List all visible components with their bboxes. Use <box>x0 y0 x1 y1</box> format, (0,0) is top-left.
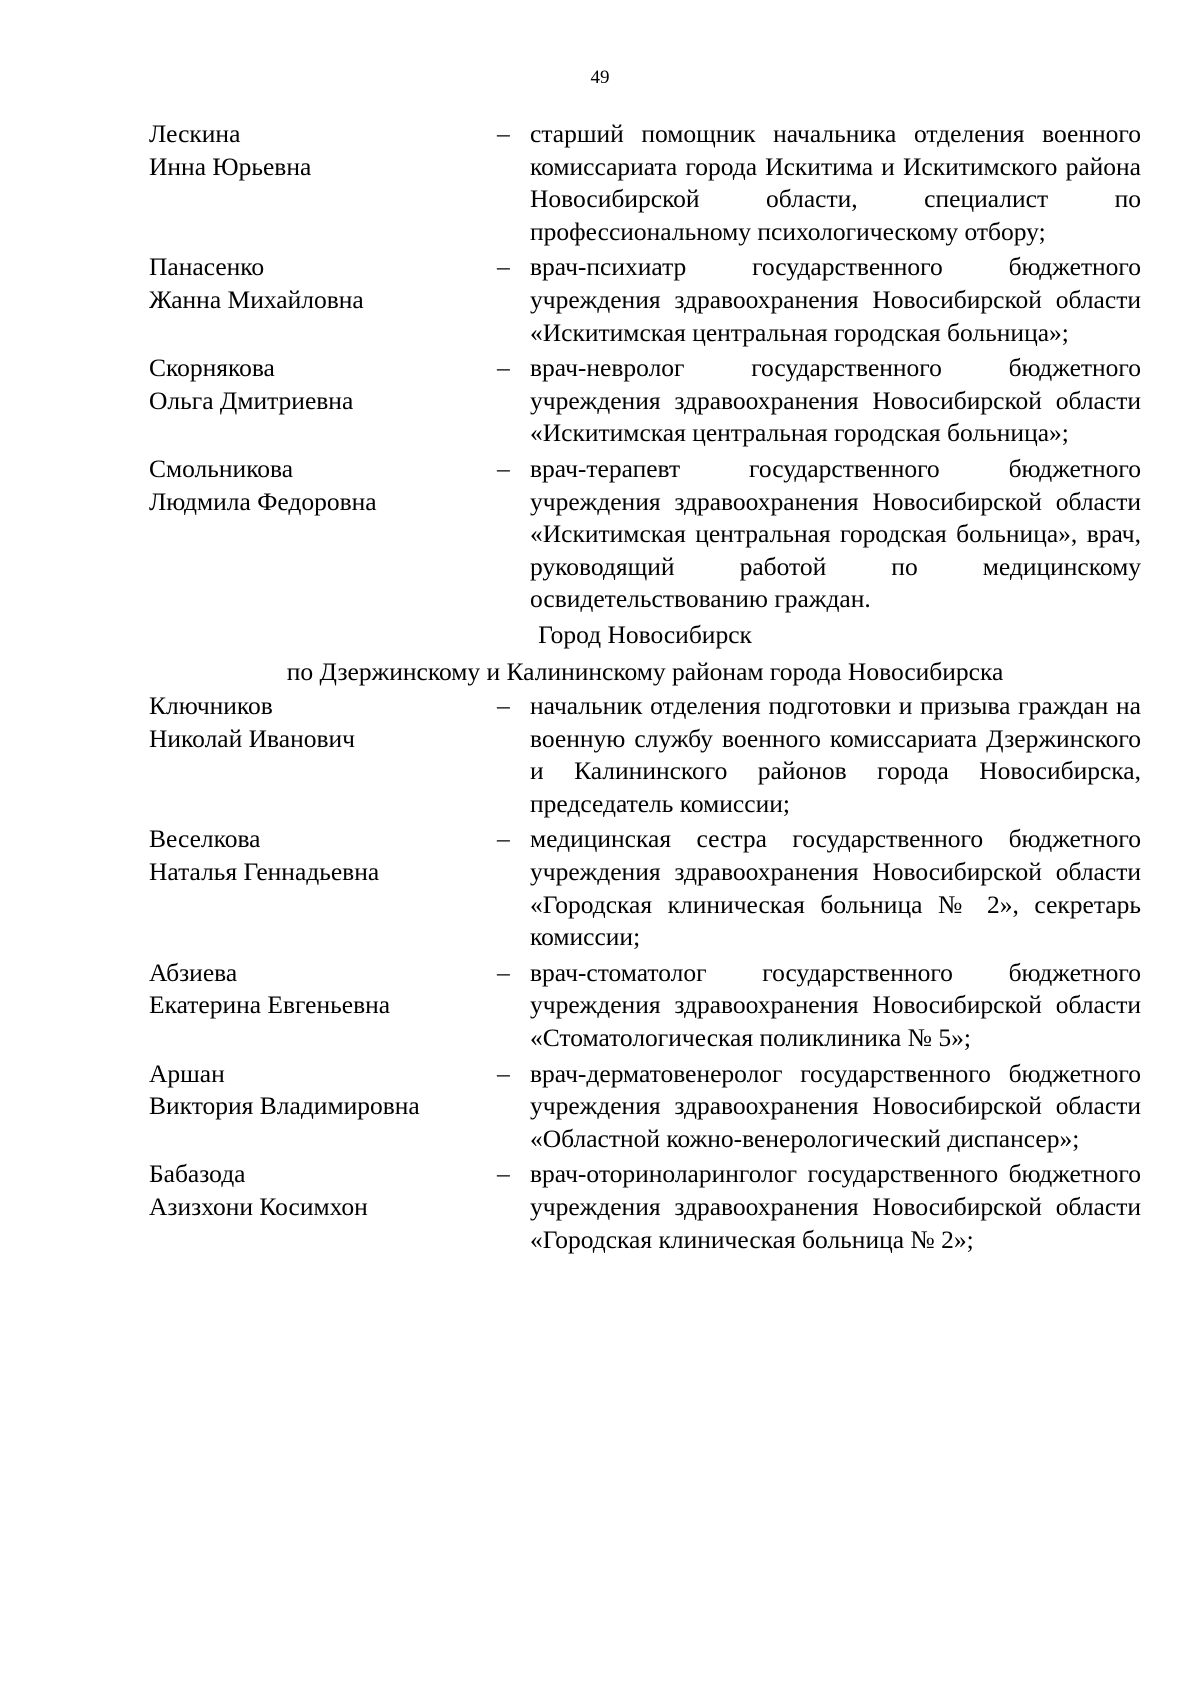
member-surname: Аршан <box>149 1058 225 1088</box>
member-name <box>149 251 497 349</box>
member-name <box>149 690 497 820</box>
commission-member-entry <box>149 690 1141 820</box>
member-name <box>149 1158 497 1256</box>
commission-member-entry <box>149 1058 1141 1156</box>
member-given-names: Инна Юрьевна <box>149 151 312 181</box>
member-position: начальник отделения подготовки и призыва граждан на военную службу военного комиссариата Дзержинского и Калининского районов города Новосибирска, председатель комиссии; <box>530 691 1141 818</box>
dash-separator: – <box>497 957 510 987</box>
member-surname: Веселкова <box>149 824 261 854</box>
member-position: врач-дерматовенеролог государственного бюджетного учреждения здравоохранения Новосибирской области «Областной кожно-венерологический диспансер»; <box>530 1058 1141 1153</box>
member-given-names: Жанна Михайловна <box>149 284 364 314</box>
member-position: медицинская сестра государственного бюджетного учреждения здравоохранения Новосибирской области «Городская клиническая больница № 2», секретарь комиссии; <box>530 824 1141 952</box>
commission-member-entry <box>149 453 1141 616</box>
member-given-names: Наталья Геннадьевна <box>149 857 380 887</box>
member-position: врач-психиатр государственного бюджетного учреждения здравоохранения Новосибирской области «Искитимская центральная городская больница»; <box>530 252 1141 347</box>
page-number: 49 <box>590 67 610 88</box>
member-surname: Панасенко <box>149 252 265 282</box>
member-surname: Смольникова <box>149 453 294 483</box>
member-name <box>149 823 497 953</box>
commission-member-entry <box>149 118 1141 248</box>
member-given-names: Азизхони Косимхон <box>149 1192 368 1221</box>
commission-member-entry <box>149 957 1141 1055</box>
member-position: врач-невролог государственного бюджетного учреждения здравоохранения Новосибирской области «Искитимская центральная городская больница»; <box>530 353 1141 448</box>
commission-member-entry <box>149 251 1141 349</box>
member-name <box>149 352 497 450</box>
member-surname: Абзиева <box>149 957 238 987</box>
member-given-names: Ольга Дмитриевна <box>149 385 354 415</box>
member-given-names: Людмила Федоровна <box>149 486 377 516</box>
member-given-names: Екатерина Евгеньевна <box>149 990 391 1020</box>
dash-separator: – <box>497 453 510 483</box>
commission-member-entry <box>149 1158 1141 1256</box>
member-surname: Скорнякова <box>149 353 275 383</box>
member-given-names: Николай Иванович <box>149 723 355 753</box>
dash-separator: – <box>497 1159 510 1189</box>
dash-separator: – <box>497 1058 510 1088</box>
member-name <box>149 957 497 1055</box>
dash-separator: – <box>497 119 510 148</box>
commission-member-entry <box>149 823 1141 953</box>
section-heading: Город Новосибирск <box>538 619 752 649</box>
commission-member-entry <box>149 352 1141 450</box>
dash-separator: – <box>497 824 510 854</box>
member-surname: Бабазода <box>149 1159 246 1189</box>
member-position: врач-оториноларинголог государственного бюджетного учреждения здравоохранения Новосибирской области «Городская клиническая больница № 2»; <box>530 1159 1141 1254</box>
member-name <box>149 453 497 616</box>
member-position: старший помощник начальника отделения военного комиссариата города Искитима и Искитимского района Новосибирской области, специалист по профессиональному психологическому отбору; <box>530 119 1141 246</box>
member-name <box>149 1058 497 1156</box>
member-position: врач-терапевт государственного бюджетного учреждения здравоохранения Новосибирской области «Искитимская центральная городская больница», врач, руководящий работой по медицинскому освидетельствованию граждан. <box>530 453 1141 614</box>
section-subheading: по Дзержинскому и Калининскому районам города Новосибирска <box>286 656 1004 686</box>
member-surname: Лескина <box>149 119 241 148</box>
member-name <box>149 118 497 248</box>
dash-separator: – <box>497 691 510 721</box>
dash-separator: – <box>497 353 510 383</box>
member-given-names: Виктория Владимировна <box>149 1091 420 1121</box>
dash-separator: – <box>497 252 510 282</box>
document-body <box>149 118 1141 1259</box>
member-position: врач-стоматолог государственного бюджетного учреждения здравоохранения Новосибирской области «Стоматологическая поликлиника № 5»; <box>530 957 1141 1053</box>
member-surname: Ключников <box>149 691 273 721</box>
